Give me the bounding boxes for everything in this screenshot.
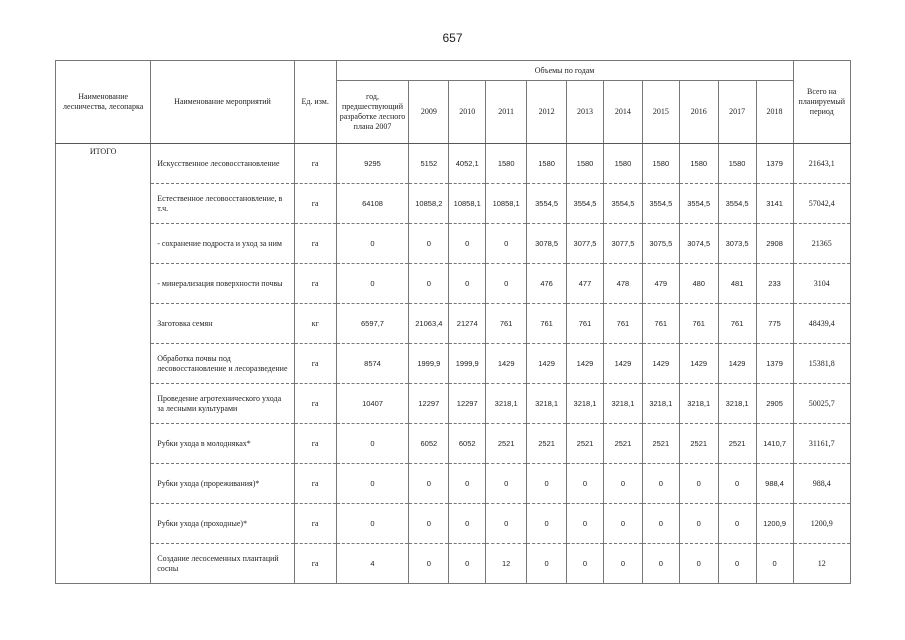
event-name: Обработка почвы под лесовосстановление и лесоразведение	[151, 344, 294, 384]
unit-cell: га	[294, 224, 336, 264]
year-value: 3218,1	[642, 384, 679, 424]
year-value: 1580	[486, 144, 527, 184]
year-value: 1580	[642, 144, 679, 184]
year-value: 0	[679, 464, 718, 504]
unit-cell: га	[294, 384, 336, 424]
year-value: 0	[679, 544, 718, 584]
year-value: 0	[756, 544, 793, 584]
year-value: 10858,2	[409, 184, 449, 224]
year-value: 3554,5	[718, 184, 756, 224]
event-name: Искусственное лесовосстановление	[151, 144, 294, 184]
year-value: 761	[486, 304, 527, 344]
year-value: 761	[718, 304, 756, 344]
year-value: 0	[567, 544, 604, 584]
header-unit: Ед. изм.	[294, 61, 336, 144]
year-value: 988,4	[756, 464, 793, 504]
year-value: 3077,5	[567, 224, 604, 264]
year-value: 1410,7	[756, 424, 793, 464]
year-value: 0	[567, 464, 604, 504]
header-volumes-by-year: Объемы по годам	[336, 61, 793, 81]
unit-cell: га	[294, 424, 336, 464]
year-value: 3077,5	[603, 224, 642, 264]
year-value: 1999,9	[449, 344, 486, 384]
year-value: 21274	[449, 304, 486, 344]
year-value: 3554,5	[642, 184, 679, 224]
year-value: 12297	[449, 384, 486, 424]
year-value: 0	[527, 464, 567, 504]
year-value: 2521	[486, 424, 527, 464]
year-value: 3554,5	[679, 184, 718, 224]
year-value: 761	[527, 304, 567, 344]
year-value: 0	[527, 504, 567, 544]
event-name: Естественное лесовосстановление, в т.ч.	[151, 184, 294, 224]
year-value: 6052	[449, 424, 486, 464]
year-value: 0	[409, 464, 449, 504]
prev-year-value: 6597,7	[336, 304, 409, 344]
table-body	[56, 144, 851, 584]
year-value: 0	[449, 464, 486, 504]
year-value: 0	[449, 544, 486, 584]
year-value: 4052,1	[449, 144, 486, 184]
unit-cell: га	[294, 264, 336, 304]
year-value: 12297	[409, 384, 449, 424]
event-name: Рубки ухода в молодняках*	[151, 424, 294, 464]
year-value: 0	[527, 544, 567, 584]
year-value: 2521	[642, 424, 679, 464]
header-year: 2016	[679, 81, 718, 144]
year-value: 0	[409, 224, 449, 264]
year-value: 3218,1	[718, 384, 756, 424]
year-value: 1429	[642, 344, 679, 384]
table-row	[56, 424, 851, 464]
year-value: 477	[567, 264, 604, 304]
year-value: 1429	[718, 344, 756, 384]
table-row	[56, 304, 851, 344]
page-number: 657	[442, 31, 463, 45]
year-value: 3554,5	[527, 184, 567, 224]
year-value: 478	[603, 264, 642, 304]
total-value: 21365	[793, 224, 850, 264]
year-value: 0	[409, 264, 449, 304]
year-value: 0	[718, 544, 756, 584]
year-value: 775	[756, 304, 793, 344]
header-forestry-name: Наименование лесничества, лесопарка	[56, 61, 151, 144]
year-value: 761	[642, 304, 679, 344]
header-prev-year: год, предшествующий разработке лесного плана 2007	[336, 81, 409, 144]
table-row	[56, 544, 851, 584]
year-value: 761	[567, 304, 604, 344]
unit-cell: га	[294, 464, 336, 504]
prev-year-value: 0	[336, 224, 409, 264]
year-value: 481	[718, 264, 756, 304]
header-year: 2013	[567, 81, 604, 144]
prev-year-value: 4	[336, 544, 409, 584]
header-year: 2018	[756, 81, 793, 144]
year-value: 0	[603, 504, 642, 544]
year-value: 2521	[679, 424, 718, 464]
year-value: 761	[679, 304, 718, 344]
year-value: 479	[642, 264, 679, 304]
year-value: 0	[486, 464, 527, 504]
header-year: 2011	[486, 81, 527, 144]
year-value: 0	[603, 544, 642, 584]
year-value: 0	[718, 504, 756, 544]
year-value: 3075,5	[642, 224, 679, 264]
year-value: 1580	[679, 144, 718, 184]
event-name: Заготовка семян	[151, 304, 294, 344]
year-value: 0	[486, 224, 527, 264]
header-year: 2009	[409, 81, 449, 144]
total-value: 12	[793, 544, 850, 584]
total-value: 3104	[793, 264, 850, 304]
year-value: 21063,4	[409, 304, 449, 344]
event-name: Создание лесосеменных плантаций сосны	[151, 544, 294, 584]
table-row	[56, 224, 851, 264]
total-value: 50025,7	[793, 384, 850, 424]
header-year: 2014	[603, 81, 642, 144]
year-value: 0	[718, 464, 756, 504]
year-value: 10858,1	[486, 184, 527, 224]
year-value: 6052	[409, 424, 449, 464]
table-row	[56, 144, 851, 184]
year-value: 1379	[756, 144, 793, 184]
year-value: 1580	[603, 144, 642, 184]
total-value: 15381,8	[793, 344, 850, 384]
year-value: 1429	[527, 344, 567, 384]
table-row	[56, 344, 851, 384]
unit-cell: га	[294, 344, 336, 384]
year-value: 0	[603, 464, 642, 504]
prev-year-value: 9295	[336, 144, 409, 184]
prev-year-value: 8574	[336, 344, 409, 384]
year-value: 0	[642, 464, 679, 504]
year-value: 233	[756, 264, 793, 304]
prev-year-value: 0	[336, 464, 409, 504]
year-value: 1999,9	[409, 344, 449, 384]
year-value: 2521	[718, 424, 756, 464]
total-value: 31161,7	[793, 424, 850, 464]
group-label: ИТОГО	[56, 144, 151, 584]
total-value: 57042,4	[793, 184, 850, 224]
year-value: 0	[449, 224, 486, 264]
year-value: 761	[603, 304, 642, 344]
prev-year-value: 0	[336, 264, 409, 304]
header-total: Всего на планируемый период	[793, 61, 850, 144]
prev-year-value: 0	[336, 424, 409, 464]
year-value: 2905	[756, 384, 793, 424]
year-value: 1429	[679, 344, 718, 384]
year-value: 3218,1	[486, 384, 527, 424]
table-header	[56, 61, 851, 144]
event-name: Проведение агротехнического ухода за лесными культурами	[151, 384, 294, 424]
event-name: Рубки ухода (проходные)*	[151, 504, 294, 544]
unit-cell: га	[294, 184, 336, 224]
year-value: 0	[679, 504, 718, 544]
year-value: 2521	[567, 424, 604, 464]
prev-year-value: 10407	[336, 384, 409, 424]
total-value: 48439,4	[793, 304, 850, 344]
table-row	[56, 264, 851, 304]
year-value: 3218,1	[679, 384, 718, 424]
year-value: 3074,5	[679, 224, 718, 264]
year-value: 1580	[567, 144, 604, 184]
year-value: 3218,1	[603, 384, 642, 424]
event-name: Рубки ухода (прореживания)*	[151, 464, 294, 504]
year-value: 0	[642, 544, 679, 584]
year-value: 1580	[718, 144, 756, 184]
year-value: 3218,1	[527, 384, 567, 424]
year-value: 1200,9	[756, 504, 793, 544]
year-value: 0	[486, 264, 527, 304]
year-value: 3141	[756, 184, 793, 224]
year-value: 2908	[756, 224, 793, 264]
year-value: 3554,5	[567, 184, 604, 224]
unit-cell: га	[294, 504, 336, 544]
year-value: 1379	[756, 344, 793, 384]
unit-cell: га	[294, 144, 336, 184]
table-row	[56, 504, 851, 544]
table-row	[56, 184, 851, 224]
header-event-name: Наименование мероприятий	[151, 61, 294, 144]
unit-cell: га	[294, 544, 336, 584]
year-value: 0	[486, 504, 527, 544]
year-value: 480	[679, 264, 718, 304]
year-value: 0	[567, 504, 604, 544]
total-value: 988,4	[793, 464, 850, 504]
year-value: 2521	[527, 424, 567, 464]
year-value: 0	[449, 504, 486, 544]
event-name: - сохранение подроста и уход за ним	[151, 224, 294, 264]
year-value: 1429	[567, 344, 604, 384]
total-value: 1200,9	[793, 504, 850, 544]
header-year: 2010	[449, 81, 486, 144]
year-value: 1580	[527, 144, 567, 184]
year-value: 476	[527, 264, 567, 304]
year-value: 2521	[603, 424, 642, 464]
year-value: 10858,1	[449, 184, 486, 224]
header-year: 2017	[718, 81, 756, 144]
year-value: 0	[409, 504, 449, 544]
header-year: 2012	[527, 81, 567, 144]
year-value: 3073,5	[718, 224, 756, 264]
prev-year-value: 0	[336, 504, 409, 544]
unit-cell: кг	[294, 304, 336, 344]
year-value: 1429	[603, 344, 642, 384]
year-value: 1429	[486, 344, 527, 384]
header-year: 2015	[642, 81, 679, 144]
year-value: 0	[449, 264, 486, 304]
year-value: 12	[486, 544, 527, 584]
year-value: 5152	[409, 144, 449, 184]
prev-year-value: 64108	[336, 184, 409, 224]
year-value: 0	[409, 544, 449, 584]
table-row	[56, 384, 851, 424]
event-name: - минерализация поверхности почвы	[151, 264, 294, 304]
year-value: 0	[642, 504, 679, 544]
table-row	[56, 464, 851, 504]
year-value: 3554,5	[603, 184, 642, 224]
year-value: 3078,5	[527, 224, 567, 264]
forest-plan-table	[55, 60, 851, 584]
total-value: 21643,1	[793, 144, 850, 184]
year-value: 3218,1	[567, 384, 604, 424]
